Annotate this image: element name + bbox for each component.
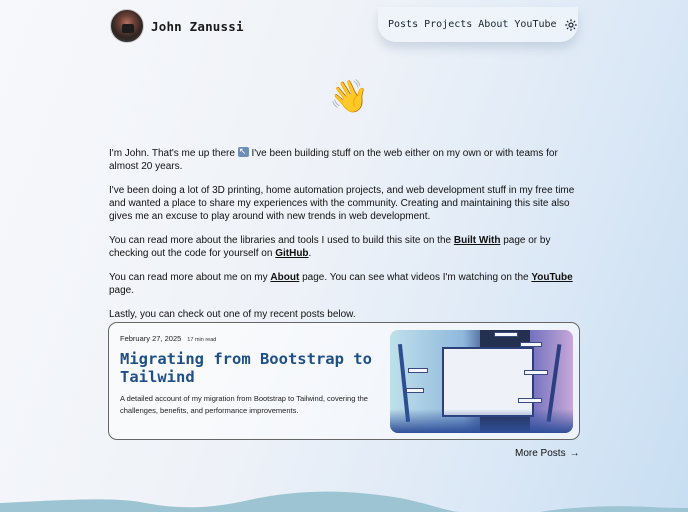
github-link[interactable]: GitHub [275,248,309,259]
intro-paragraph-4 [109,271,579,297]
site-header [110,9,578,43]
intro-content [109,147,579,332]
text: page. You can see what videos I'm watching on the [299,272,532,283]
image-label [494,332,518,337]
post-date: February 27, 2025 [120,334,182,343]
text: You can read more about the libraries and tools I used to build this site on the [109,235,454,246]
about-link[interactable]: About [270,272,300,283]
theme-toggle-button[interactable] [565,18,578,32]
footer-wave-decoration [0,480,688,512]
up-left-arrow-emoji-icon [238,147,249,157]
main-nav [378,7,578,42]
more-posts-link[interactable] [515,448,580,459]
text: You can read more about me on my [109,272,271,283]
text: . [308,248,312,259]
text: I've been building stuff on the web either on my own or with teams for almost 20 years. [109,148,558,172]
image-code-editor [442,347,534,417]
text: page or by checking out the code for yourself on [109,235,551,259]
image-label [518,398,542,403]
text: I'm John. That's me up there [109,148,238,159]
nav-projects[interactable]: Projects [424,19,473,30]
site-owner-name: John Zanussi [151,18,244,34]
image-label [408,368,428,373]
nav-posts[interactable]: Posts [388,19,419,30]
post-thumbnail[interactable] [390,330,573,433]
sun-icon [565,19,577,31]
post-read-time: 17 min read [187,337,217,343]
intro-paragraph-1 [109,147,579,173]
image-label [520,342,542,347]
intro-paragraph-2: I've been doing a lot of 3D printing, home automation projects, and web development stuff in my free time and wanted a place to share my experiences with the community. Creating and maintaining this site also gives me an excuse to play around with new trends in web development. [109,185,575,222]
intro-paragraph-5: Lastly, you can check out one of my recent posts below. [109,309,356,320]
youtube-link[interactable]: YouTube [531,272,573,283]
more-posts-label: More Posts [515,448,566,459]
image-label [524,370,548,375]
built-with-link[interactable]: Built With [453,235,501,246]
intro-paragraph-3 [109,234,579,260]
text: page. [109,285,135,296]
nav-youtube[interactable]: YouTube [514,19,557,30]
nav-about[interactable]: About [478,19,509,30]
post-description: A detailed account of my migration from Bootstrap to Tailwind, covering the challenges, benefits, and performance improvements. [120,394,368,415]
waving-hand-emoji: 👋 [329,78,369,114]
image-foliage [390,409,573,433]
post-title[interactable]: Migrating from Bootstrap to Tailwind [120,350,372,386]
avatar [110,9,144,43]
recent-post-card[interactable] [108,322,580,440]
post-meta [120,334,216,343]
image-label [406,388,424,393]
arrow-right-icon: → [569,448,580,459]
home-link[interactable] [110,9,244,43]
